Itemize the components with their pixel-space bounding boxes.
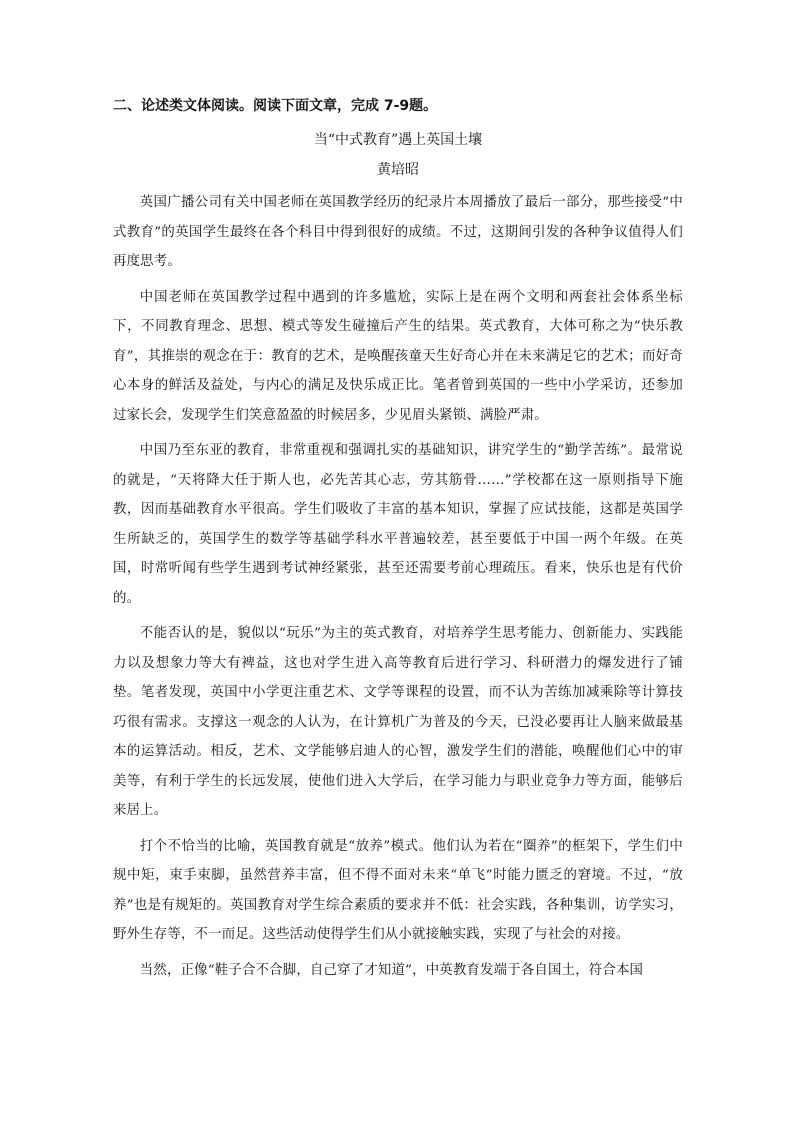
article-author: 黄培昭 <box>377 162 419 178</box>
paragraph-6: 当然，正像“鞋子合不合脚，自己穿了才知道”，中英教育发端于各自国土，符合本国 <box>139 962 644 978</box>
paragraph-3: 中国乃至东亚的教育，非常重视和强调扎实的基础知识，讲究学生的“勤学苦练”。最常说的就是，“天将降大任于斯人也，必先苦其心志，劳其筋骨……”学校都在这一原则指导下施教，因而基础教育水平很高。学生们吸收了丰富的基本知识，掌握了应试技能，这都是英国学生所缺乏的，英国学生的数学等基础学科水平普遍较差，甚至要低于中国一两个年级。在英国，时常听闻有些学生遇到考试神经紧张，甚至还需要考前心理疏压。看来，快乐也是有代价的。 <box>113 443 683 606</box>
article-title: 当“中式教育”遇上英国土壤 <box>313 132 483 148</box>
paragraph-4: 不能否认的是，貌似以“玩乐”为主的英式教育，对培养学生思考能力、创新能力、实践能力以及想象力等大有裨益，这也对学生进入高等教育后进行学习、科研潜力的爆发进行了铺垫。笔者发现，英国中小学更注重艺术、文学等课程的设置，而不认为苦练加减乘除等计算技巧很有需求。支撑这一观念的人认为，在计算机广为普及的今天，已没必要再让人脑来做最基本的运算活动。相反，艺术、文学能够启迪人的心智，激发学生们的潜能，唤醒他们心中的审美等，有利于学生的长远发展，使他们进入大学后，在学习能力与职业竞争力等方面，能够后来居上。 <box>113 626 683 818</box>
document-page <box>113 96 683 991</box>
paragraph-1: 英国广播公司有关中国老师在英国教学经历的纪录片本周播放了最后一部分，那些接受“中式教育”的英国学生最终在各个科目中得到很好的成绩。不过，这期间引发的各种争议值得人们再度思考。 <box>113 195 683 269</box>
paragraph-2: 中国老师在英国教学过程中遇到的许多尴尬，实际上是在两个文明和两套社会体系坐标下，不同教育理念、思想、模式等发生碰撞后产生的结果。英式教育，大体可称之为“快乐教育”，其推崇的观念在于：教育的艺术，是唤醒孩童天生好奇心并在未来满足它的艺术；而好奇心本身的鲜活及益处，与内心的满足及快乐成正比。笔者曾到英国的一些中小学采访，还参加过家长会，发现学生们笑意盈盈的时候居多，少见眉头紧锁、满脸严肃。 <box>113 289 683 423</box>
paragraph-5: 打个不恰当的比喻，英国教育就是“放养”模式。他们认为若在“圈养”的框架下，学生们中规中矩，束手束脚，虽然营养丰富，但不得不面对未来“单飞”时能力匮乏的窘境。不过，“放养”也是有规矩的。英国教育对学生综合素质的要求并不低：社会实践，各种集训，访学实习，野外生存等，不一而足。这些活动使得学生们从小就接触实践，实现了与社会的对接。 <box>113 838 683 942</box>
section-heading: 二、论述类文体阅读。阅读下面文章，完成 7-9题。 <box>113 98 438 114</box>
